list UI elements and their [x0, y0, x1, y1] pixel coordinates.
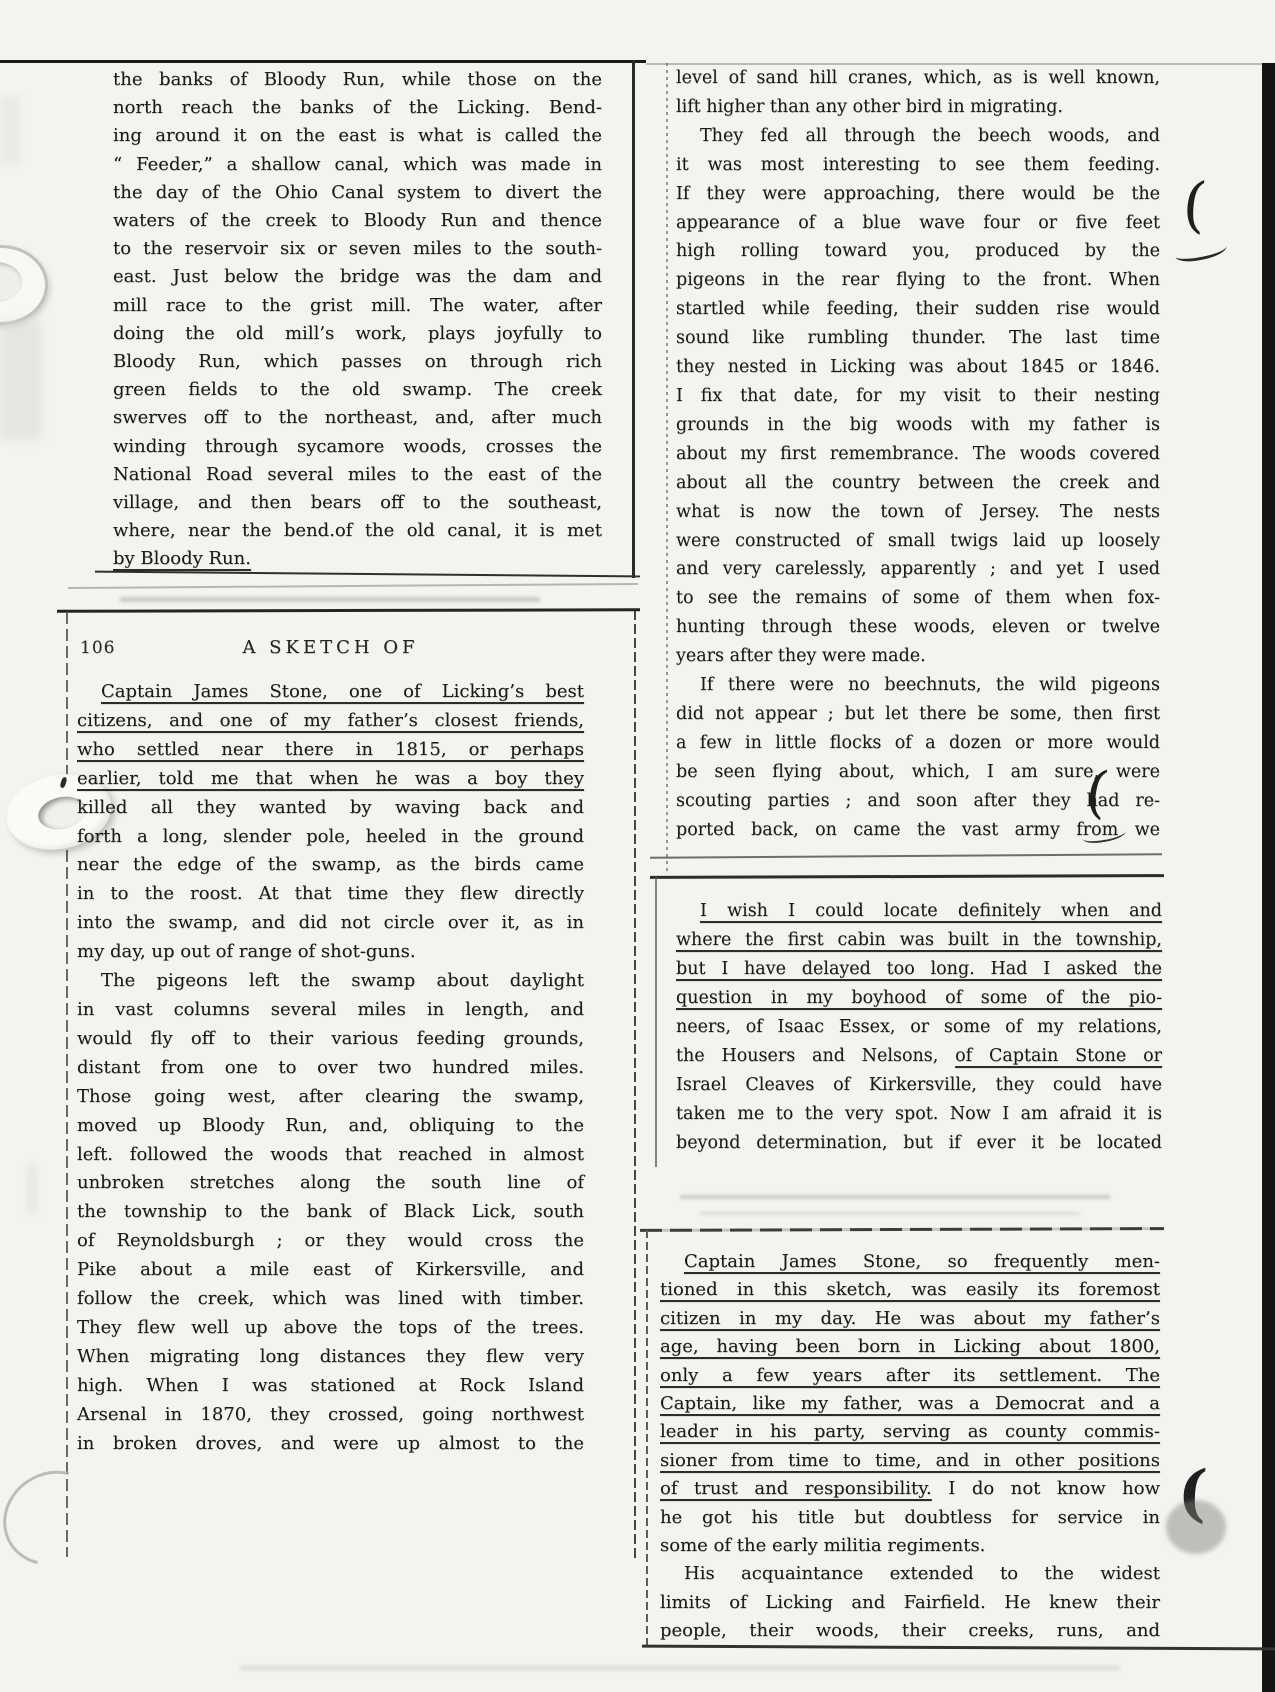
text-line: limits of Licking and Fairfield. He knew their — [660, 1591, 1160, 1613]
text-line: appearance of a blue wave four or five feet — [676, 212, 1160, 233]
text-line: were constructed of small twigs laid up loosely — [676, 530, 1160, 551]
text-line: my day, up out of range of shot-guns. — [77, 941, 416, 963]
text-line: His acquaintance extended to the widest — [684, 1563, 1160, 1585]
text-line: startled while feeding, their sudden rise would — [676, 299, 1160, 320]
text-line: high rolling toward you, produced by the — [676, 241, 1160, 262]
text-line: unbroken stretches along the south line of — [77, 1172, 584, 1194]
margin-noise-3 — [26, 1165, 38, 1215]
text-line: citizens, and one of my father’s closest friends, — [77, 709, 584, 731]
text-line: taken me to the very spot. Now I am afraid it is — [676, 1104, 1162, 1124]
bottom-smudge — [240, 1666, 1120, 1670]
text-line: who settled near there in 1815, or perhaps — [77, 738, 584, 760]
cabin-box-left-border — [655, 877, 657, 1167]
text-line — [660, 1475, 1160, 1503]
text-line: the township to the bank of Black Lick, south — [77, 1201, 584, 1223]
left-clipping-sketch — [77, 678, 584, 1458]
text-line: in broken droves, and were up almost to the — [77, 1432, 584, 1454]
text-line: “ Feeder,” a shallow canal, which was made in — [113, 153, 602, 175]
text-line: years after they were made. — [676, 646, 926, 667]
text-line: where, near the bend.of the old canal, it is met — [113, 520, 602, 542]
ink-blob-bottom — [1166, 1500, 1226, 1554]
text-line: near the edge of the swamp, as the birds came — [77, 854, 584, 876]
text-line: what is now the town of Jersey. The nests — [676, 501, 1160, 522]
text-line: They flew well up above the tops of the trees. — [77, 1316, 584, 1338]
sketch-box-left-border — [66, 612, 68, 1557]
text-line: Those going west, after clearing the swamp, — [77, 1085, 584, 1107]
right-column-dotted-border — [666, 63, 668, 873]
mid-smudge-1 — [680, 1195, 1110, 1199]
text-line: Captain James Stone, so frequently men- — [684, 1251, 1160, 1272]
text-line: village, and then bears off to the southeast, — [113, 492, 602, 514]
text-line: winding through sycamore woods, crosses the — [113, 435, 602, 457]
pen-mark-paren-bottom: ( — [1176, 1455, 1210, 1530]
text-line: to see the remains of some of them when fox- — [676, 588, 1160, 609]
captain-box-top-border — [640, 1227, 1164, 1231]
text-line: National Road several miles to the east of the — [113, 463, 602, 485]
text-line: Bloody Run, which passes on through rich — [113, 351, 602, 373]
text-line: If there were no beechnuts, the wild pigeons — [700, 675, 1160, 696]
captain-box-left-border — [646, 1230, 648, 1645]
column-divider-solid — [632, 60, 635, 578]
text-line: leader in his party, serving as county commis- — [660, 1421, 1160, 1443]
text-line: but I have delayed too long. Had I asked the — [676, 959, 1162, 979]
pen-mark-swoosh-top — [1174, 239, 1228, 264]
left-clip-bottom-rule-2 — [68, 583, 638, 589]
text-line: east. Just below the bridge was the dam and — [113, 266, 602, 288]
right-clipping-captain-stone — [660, 1248, 1160, 1646]
mid-smudge-2 — [700, 1212, 1080, 1215]
text-line: people, their woods, their creeks, runs, and — [660, 1620, 1160, 1642]
margin-noise-2 — [0, 95, 20, 165]
text-line: into the swamp, and did not circle over it, as in — [77, 912, 584, 934]
text-line: ing around it on the east is what is called the — [113, 125, 602, 147]
right-clipping-first-cabin — [676, 897, 1162, 1158]
text-segment: of trust and responsibility. — [660, 1478, 932, 1500]
text-line: he got his title but doubtless for service in — [660, 1506, 1160, 1528]
text-line: Pike about a mile east of Kirkersville, and — [77, 1259, 584, 1281]
text-line: waters of the creek to Bloody Run and thence — [113, 210, 602, 232]
text-line: age, having been born in Licking about 1800, — [660, 1336, 1160, 1358]
right-clip-bottom-rule — [650, 853, 1162, 859]
text-line: high. When I was stationed at Rock Island — [77, 1374, 584, 1396]
text-segment: of Captain Stone or — [955, 1046, 1162, 1066]
text-line: only a few years after its settlement. The — [660, 1364, 1160, 1386]
text-line: some of the early militia regiments. — [660, 1535, 986, 1557]
text-line: Captain James Stone, one of Licking’s best — [101, 681, 584, 702]
text-line: grounds in the big woods with my father is — [676, 414, 1160, 435]
text-line: citizen in my day. He was about my father’s — [660, 1307, 1160, 1329]
text-line: I wish I could locate definitely when and — [700, 901, 1162, 921]
text-line: follow the creek, which was lined with timber. — [77, 1288, 584, 1310]
text-line: about my first remembrance. The woods covered — [676, 443, 1160, 464]
sketch-page-number: 106 — [80, 638, 116, 658]
text-line: did not appear ; but let there be some, then first — [676, 703, 1160, 724]
text-line: by Bloody Run. — [113, 548, 251, 570]
text-line: moved up Bloody Run, and, obliquing to the — [77, 1114, 584, 1136]
text-line: sound like rumbling thunder. The last time — [676, 328, 1160, 349]
text-segment: I do not know how — [931, 1478, 1160, 1500]
text-line: it was most interesting to see them feeding. — [676, 154, 1160, 175]
cabin-box-top-border — [650, 874, 1164, 878]
text-line: They fed all through the beech woods, and — [700, 125, 1160, 146]
text-line: sioner from time to time, and in other positions — [660, 1449, 1160, 1471]
sketch-heading: A SKETCH OF — [242, 637, 419, 658]
margin-noise-1 — [0, 320, 42, 440]
text-line: in vast columns several miles in length, and — [77, 998, 584, 1020]
text-line: the day of the Ohio Canal system to divert the — [113, 181, 602, 203]
text-line: The pigeons left the swamp about daylight — [101, 970, 584, 992]
text-line: where the first cabin was built in the township, — [676, 930, 1162, 950]
text-line: the banks of Bloody Run, while those on the — [113, 69, 602, 90]
text-line: question in my boyhood of some of the pio- — [676, 988, 1162, 1008]
text-line: to the reservoir six or seven miles to the south- — [113, 238, 602, 260]
text-line: Captain, like my father, was a Democrat and a — [660, 1393, 1160, 1415]
text-line: north reach the banks of the Licking. Bend- — [113, 97, 602, 119]
text-segment: the Housers and Nelsons, — [676, 1046, 956, 1066]
text-line: lift higher than any other bird in migrating. — [676, 96, 1063, 117]
text-line: about all the country between the creek and — [676, 472, 1160, 493]
text-line: mill race to the grist mill. The water, after — [113, 294, 602, 316]
column-divider-dashed — [634, 610, 636, 1558]
text-line: tioned in this sketch, was easily its foremost — [660, 1279, 1160, 1301]
text-line: green fields to the old swamp. The creek — [113, 379, 602, 401]
text-line: ported back, on came the vast army from we — [676, 819, 1160, 840]
right-edge-black-bar — [1262, 63, 1275, 1692]
text-line: of Reynoldsburgh ; or they would cross the — [77, 1230, 584, 1252]
text-line: doing the old mill’s work, plays joyfully to — [113, 322, 602, 344]
punch-hole-bottom-arc — [0, 1453, 120, 1584]
text-line: left. followed the woods that reached in almost — [77, 1143, 584, 1165]
text-line: and very carelessly, apparently ; and yet I used — [676, 559, 1160, 580]
text-line: level of sand hill cranes, which, as is well known, — [676, 68, 1160, 88]
pen-mark-paren-middle: ( — [1081, 758, 1113, 827]
text-line: swerves off to the northeast, and, after much — [113, 407, 602, 429]
text-line: If they were approaching, there would be the — [676, 183, 1160, 204]
text-line: in to the roost. At that time they flew directly — [77, 883, 584, 905]
inter-clip-smudge — [120, 597, 540, 602]
text-line: a few in little flocks of a dozen or more would — [676, 732, 1160, 753]
text-line: earlier, told me that when he was a boy they — [77, 767, 584, 789]
text-line: killed all they wanted by waving back and — [77, 796, 584, 818]
text-line — [676, 1042, 1162, 1071]
text-line: I fix that date, for my visit to their nesting — [676, 385, 1160, 406]
text-line: forth a long, slender pole, heeled in the ground — [77, 825, 584, 847]
right-clipping-pigeons — [676, 64, 1160, 844]
text-line: When migrating long distances they flew very — [77, 1345, 584, 1367]
text-line: hunting through these woods, eleven or twelve — [676, 617, 1160, 638]
pen-mark-paren-top: ( — [1179, 169, 1210, 241]
top-rule-left — [0, 60, 646, 63]
text-line: they nested in Licking was about 1845 or 1846. — [676, 357, 1160, 378]
text-line: scouting parties ; and soon after they had re- — [676, 790, 1160, 811]
text-line: Israel Cleaves of Kirkersville, they could have — [676, 1075, 1162, 1095]
text-line: pigeons in the rear flying to the front. When — [676, 270, 1160, 291]
text-line: neers, of Isaac Essex, or some of my relations, — [676, 1017, 1162, 1037]
text-line: beyond determination, but if ever it be located — [676, 1133, 1162, 1153]
text-line: be seen flying about, which, I am sure, were — [676, 761, 1160, 782]
text-line: Arsenal in 1870, they crossed, going northwest — [77, 1403, 584, 1425]
sketch-box-top-border — [57, 608, 640, 612]
text-line: would fly off to their various feeding grounds, — [77, 1027, 584, 1049]
left-clipping-bloody-run — [113, 66, 602, 574]
text-line: distant from one to over two hundred miles. — [77, 1056, 584, 1078]
